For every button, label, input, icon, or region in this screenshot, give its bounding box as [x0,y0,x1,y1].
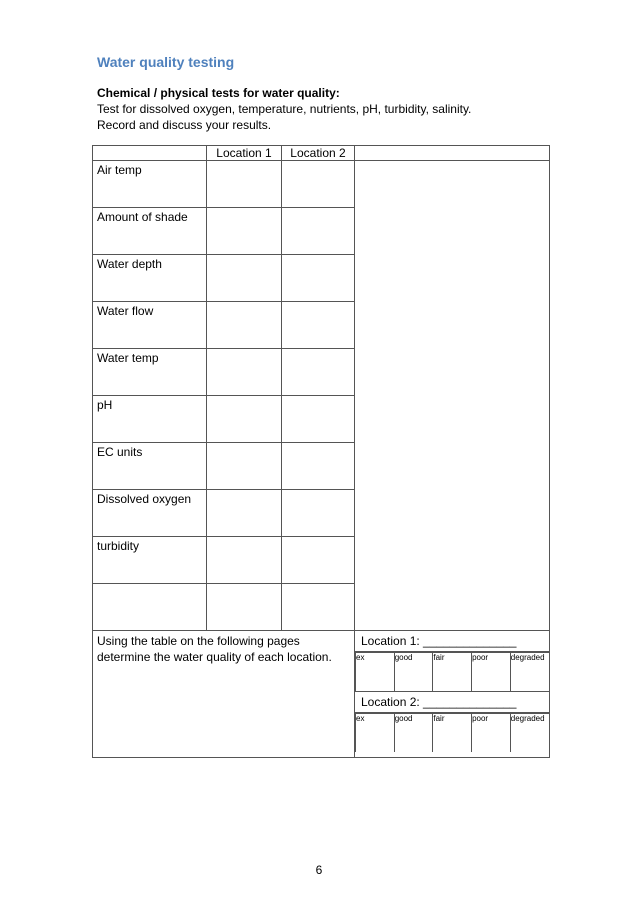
row-label: Amount of shade [93,208,207,255]
results-table [92,145,550,758]
location-2-cell[interactable] [282,302,355,349]
location-2-cell[interactable] [282,584,355,631]
rating-option[interactable]: fair [433,653,472,692]
row-label: Air temp [93,161,207,208]
location-1-cell[interactable] [207,537,282,584]
rating-option[interactable]: ex [356,714,395,753]
intro-line: Test for dissolved oxygen, temperature, nutrients, pH, turbidity, salinity. [97,102,472,116]
location-1-label: Location 1: ______________ [355,631,549,652]
rating-cell [355,631,550,758]
row-label: pH [93,396,207,443]
location-2-cell[interactable] [282,255,355,302]
instruction-line: determine the water quality of each location. [97,650,332,664]
header-cell-empty [93,146,207,161]
rating-option[interactable]: degraded [510,653,549,692]
row-label: turbidity [93,537,207,584]
location-1-rating-scale [355,652,549,692]
instruction-cell [93,631,355,758]
location-2-cell[interactable] [282,443,355,490]
header-location-2: Location 2 [282,146,355,161]
location-2-cell[interactable] [282,396,355,443]
location-1-cell[interactable] [207,443,282,490]
header-notes [355,146,550,161]
location-1-cell[interactable] [207,349,282,396]
rating-option[interactable]: degraded [510,714,549,753]
intro-text [97,101,471,133]
location-2-rating-scale [355,713,549,752]
location-1-cell[interactable] [207,302,282,349]
location-2-cell[interactable] [282,349,355,396]
rating-option[interactable]: fair [433,714,472,753]
rating-option[interactable]: poor [472,714,511,753]
location-1-cell[interactable] [207,255,282,302]
row-label [93,584,207,631]
location-1-cell[interactable] [207,396,282,443]
intro-line: Record and discuss your results. [97,118,272,132]
row-label: Water flow [93,302,207,349]
row-label: EC units [93,443,207,490]
location-1-cell[interactable] [207,161,282,208]
page-title: Water quality testing [97,54,235,70]
location-2-rating [355,692,549,752]
location-2-cell[interactable] [282,537,355,584]
location-2-label: Location 2: ______________ [355,692,549,713]
page-number: 6 [315,863,323,877]
header-location-1: Location 1 [207,146,282,161]
row-label: Dissolved oxygen [93,490,207,537]
rating-option[interactable]: good [394,714,433,753]
rating-option[interactable]: good [394,653,433,692]
location-1-cell[interactable] [207,584,282,631]
rating-option[interactable]: ex [356,653,395,692]
location-2-cell[interactable] [282,490,355,537]
location-1-cell[interactable] [207,208,282,255]
rating-option[interactable]: poor [472,653,511,692]
row-label: Water depth [93,255,207,302]
row-label: Water temp [93,349,207,396]
notes-cell[interactable] [355,161,550,631]
instruction-line: Using the table on the following pages [97,634,300,648]
location-2-cell[interactable] [282,208,355,255]
location-2-cell[interactable] [282,161,355,208]
location-1-cell[interactable] [207,490,282,537]
location-1-rating [355,631,549,692]
section-subheading: Chemical / physical tests for water quality: [97,86,340,100]
